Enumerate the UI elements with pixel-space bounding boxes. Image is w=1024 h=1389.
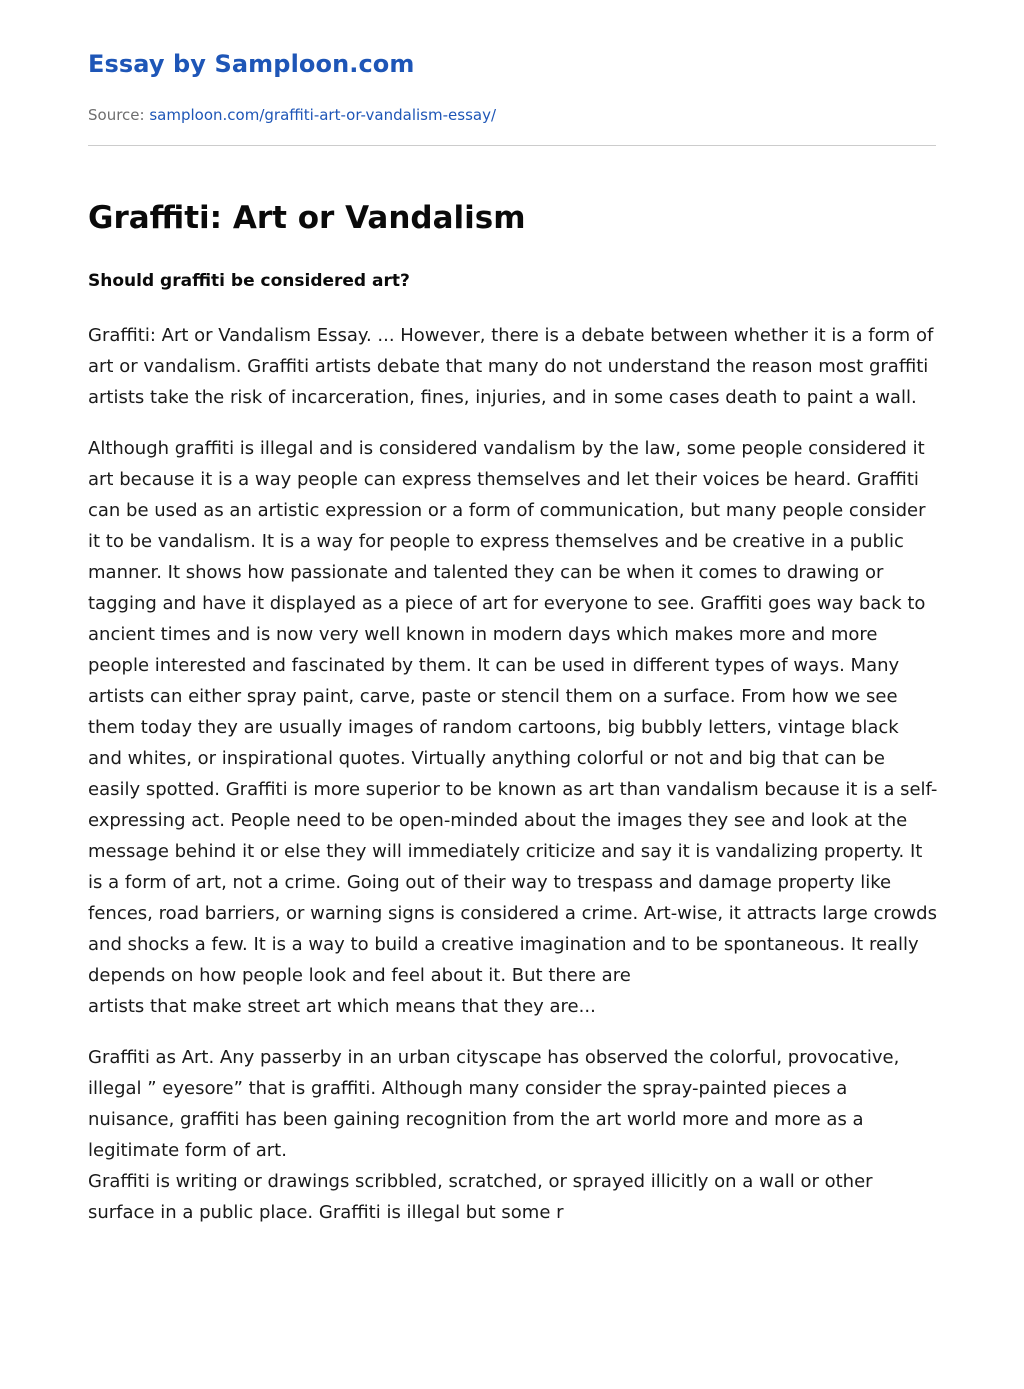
paragraph-2: Although graffiti is illegal and is considered vandalism by the law, some people considered it art because it is a way people can express themselves and let their voices be heard. Graffiti can be used as an artistic expression or a form of communication, but many people consider it to be vandalism. It is a way for people to express themselves and be creative in a public manner. It shows how passionate and talented they can be when it comes to drawing or tagging and have it displayed as a piece of art for everyone to see. Graffiti goes way back to ancient times and is now very well known in modern days which makes more and more people interested and fascinated by them. It can be used in different types of ways. Many artists can either spray paint, carve, paste or stencil them on a surface. From how we see them today they are usually images of random cartoons, big bubbly letters, vintage black and whites, or inspirational quotes. Virtually anything colorful or not and big that can be easily spotted. Graffiti is more superior to be known as art than vandalism because it is a self-expressing act. People need to be open-minded about the images they see and look at the message behind it or else they will immediately criticize and say it is vandalizing property. It is a form of art, not a crime. Going out of their way to trespass and damage property like fences, road barriers, or warning signs is considered a crime. Art-wise, it attracts large crowds and shocks a few. It is a way to build a creative imagination and to be spontaneous. It really depends on how people look and feel about it. But there are <box>88 438 938 986</box>
source-label: Source: <box>88 106 145 124</box>
paragraph-4: Graffiti is writing or drawings scribbled, scratched, or sprayed illicitly on a wall or other surface in a public place. Graffiti is illegal but some r <box>88 1171 873 1223</box>
paragraph-1: Graffiti: Art or Vandalism Essay. ... However, there is a debate between whether it is a form of art or vandalism. Graffiti artists debate that many do not understand the reason most graffiti artists take the risk of incarceration, fines, injuries, and in some cases death to paint a wall. <box>88 325 934 408</box>
paragraph-2-continued: artists that make street art which means that they are... <box>88 996 596 1017</box>
essay-body <box>88 320 938 1248</box>
header-divider <box>88 145 936 146</box>
source-line <box>88 106 496 124</box>
essay-title: Graffiti: Art or Vandalism <box>88 200 526 236</box>
paragraph-3: Graffiti as Art. Any passerby in an urban cityscape has observed the colorful, provocative, illegal ” eyesore” that is graffiti. Although many consider the spray-painted pieces a nuisance, graffiti has been gaining recognition from the art world more and more as a legitimate form of art. <box>88 1047 900 1161</box>
site-brand[interactable]: Essay by Samploon.com <box>88 50 415 78</box>
essay-subtitle: Should graffiti be considered art? <box>88 271 410 291</box>
source-link[interactable]: samploon.com/graffiti-art-or-vandalism-essay/ <box>149 106 496 124</box>
